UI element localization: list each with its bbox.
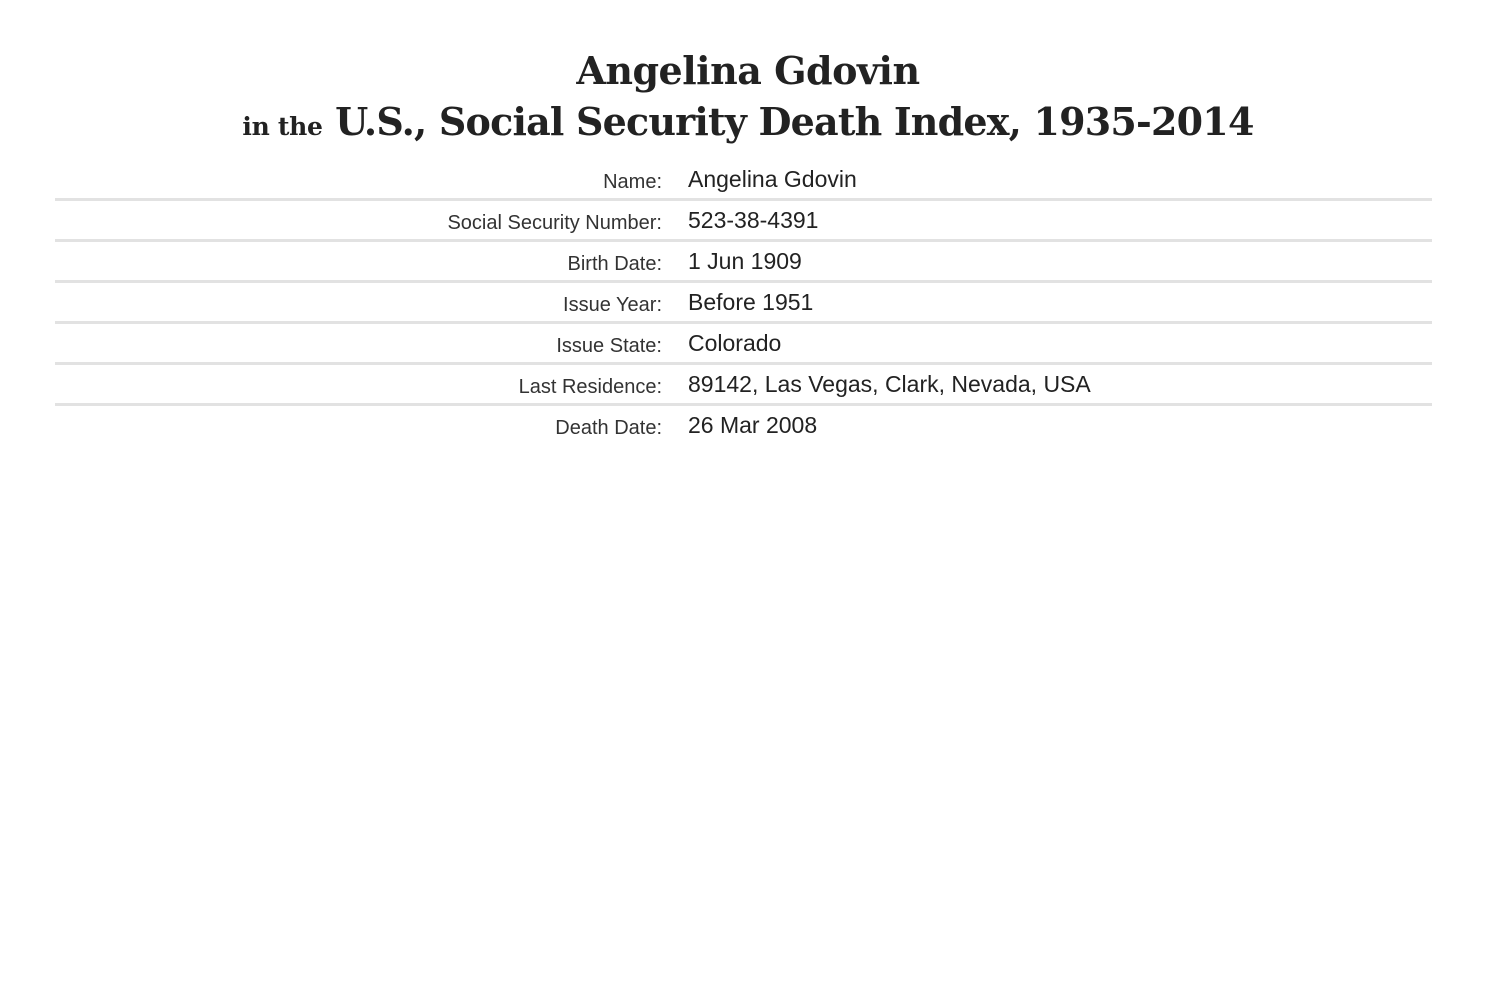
field-value: 89142, Las Vegas, Clark, Nevada, USA [688, 370, 1091, 397]
field-label: Issue Year: [563, 293, 662, 316]
record-row-name [55, 160, 1432, 201]
collection-name: U.S., Social Security Death Index, 1935-2014 [335, 99, 1254, 144]
field-value: Colorado [688, 329, 782, 356]
record-row-issue-year [55, 283, 1432, 324]
field-label: Name: [603, 170, 662, 193]
record-row-last-residence [55, 365, 1432, 406]
record-table [55, 160, 1432, 444]
field-label: Death Date: [555, 416, 662, 439]
record-row-birth-date [55, 242, 1432, 283]
collection-title [0, 96, 1496, 153]
field-label: Birth Date: [567, 252, 662, 275]
field-value: Angelina Gdovin [688, 165, 857, 192]
record-row-issue-state [55, 324, 1432, 365]
field-label: Last Residence: [518, 375, 662, 398]
record-row-death-date [55, 406, 1432, 444]
field-value: Before 1951 [688, 288, 814, 315]
field-value: 1 Jun 1909 [688, 247, 802, 274]
field-value: 26 Mar 2008 [688, 411, 818, 438]
field-label: Social Security Number: [447, 211, 662, 234]
person-name-title: Angelina Gdovin [576, 48, 920, 93]
record-row-ssn [55, 201, 1432, 242]
field-value: 523-38-4391 [688, 206, 819, 233]
field-label: Issue State: [556, 334, 662, 357]
collection-prefix: in the [242, 112, 323, 141]
record-header [0, 0, 1496, 153]
